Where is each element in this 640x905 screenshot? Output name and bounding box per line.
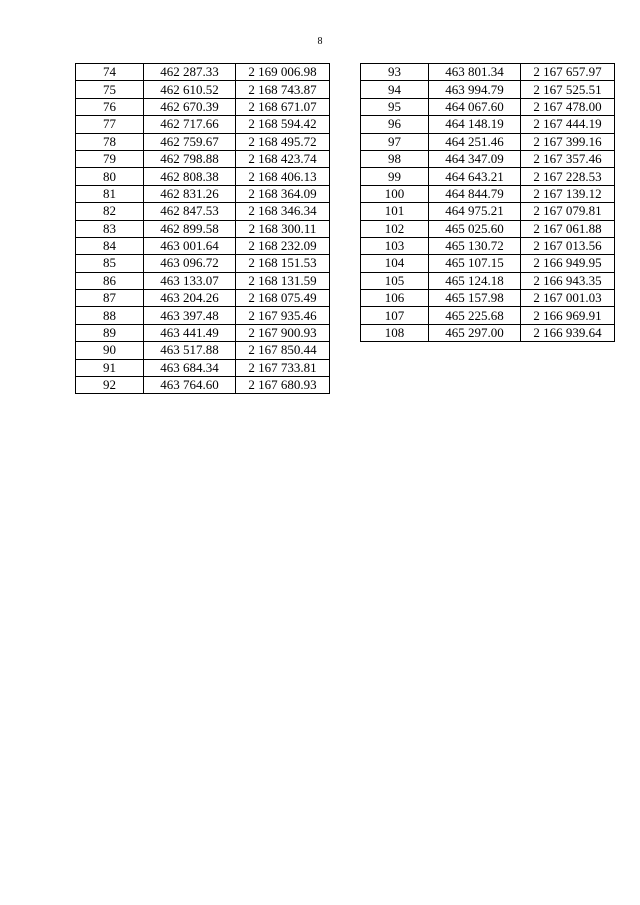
table-row (361, 324, 615, 341)
table-row (361, 185, 615, 202)
table-row (361, 290, 615, 307)
point-number-cell: 86 (76, 272, 144, 289)
x-coordinate-cell: 463 801.34 (429, 64, 521, 81)
point-number-cell: 98 (361, 150, 429, 167)
table-row (76, 342, 330, 359)
coordinates-table-right (360, 63, 615, 342)
x-coordinate-cell: 463 096.72 (144, 255, 236, 272)
y-coordinate-cell: 2 167 680.93 (236, 377, 330, 394)
table-row (76, 185, 330, 202)
x-coordinate-cell: 462 717.66 (144, 116, 236, 133)
y-coordinate-cell: 2 167 444.19 (521, 116, 615, 133)
x-coordinate-cell: 465 124.18 (429, 272, 521, 289)
point-number-cell: 80 (76, 168, 144, 185)
table-row (76, 255, 330, 272)
x-coordinate-cell: 462 831.26 (144, 185, 236, 202)
x-coordinate-cell: 463 994.79 (429, 81, 521, 98)
x-coordinate-cell: 465 225.68 (429, 307, 521, 324)
x-coordinate-cell: 464 347.09 (429, 150, 521, 167)
x-coordinate-cell: 462 610.52 (144, 81, 236, 98)
x-coordinate-cell: 463 001.64 (144, 237, 236, 254)
table-row (361, 64, 615, 81)
point-number-cell: 84 (76, 237, 144, 254)
table-row (361, 116, 615, 133)
x-coordinate-cell: 462 759.67 (144, 133, 236, 150)
y-coordinate-cell: 2 168 671.07 (236, 98, 330, 115)
y-coordinate-cell: 2 167 850.44 (236, 342, 330, 359)
coordinates-table-right-body (361, 64, 615, 342)
table-row (76, 150, 330, 167)
point-number-cell: 90 (76, 342, 144, 359)
point-number-cell: 106 (361, 290, 429, 307)
x-coordinate-cell: 464 975.21 (429, 203, 521, 220)
y-coordinate-cell: 2 167 900.93 (236, 324, 330, 341)
y-coordinate-cell: 2 167 525.51 (521, 81, 615, 98)
point-number-cell: 91 (76, 359, 144, 376)
y-coordinate-cell: 2 167 013.56 (521, 237, 615, 254)
y-coordinate-cell: 2 166 939.64 (521, 324, 615, 341)
table-row (361, 81, 615, 98)
y-coordinate-cell: 2 168 495.72 (236, 133, 330, 150)
x-coordinate-cell: 464 844.79 (429, 185, 521, 202)
table-row (76, 324, 330, 341)
point-number-cell: 100 (361, 185, 429, 202)
y-coordinate-cell: 2 168 364.09 (236, 185, 330, 202)
y-coordinate-cell: 2 167 935.46 (236, 307, 330, 324)
point-number-cell: 82 (76, 203, 144, 220)
y-coordinate-cell: 2 168 346.34 (236, 203, 330, 220)
y-coordinate-cell: 2 168 594.42 (236, 116, 330, 133)
x-coordinate-cell: 462 808.38 (144, 168, 236, 185)
coordinates-table-left (75, 63, 330, 394)
x-coordinate-cell: 463 764.60 (144, 377, 236, 394)
point-number-cell: 83 (76, 220, 144, 237)
point-number-cell: 85 (76, 255, 144, 272)
y-coordinate-cell: 2 167 079.81 (521, 203, 615, 220)
x-coordinate-cell: 463 397.48 (144, 307, 236, 324)
table-row (361, 168, 615, 185)
y-coordinate-cell: 2 167 357.46 (521, 150, 615, 167)
y-coordinate-cell: 2 167 657.97 (521, 64, 615, 81)
x-coordinate-cell: 465 297.00 (429, 324, 521, 341)
table-row (76, 220, 330, 237)
table-row (76, 81, 330, 98)
point-number-cell: 95 (361, 98, 429, 115)
x-coordinate-cell: 465 025.60 (429, 220, 521, 237)
y-coordinate-cell: 2 167 139.12 (521, 185, 615, 202)
table-row (361, 237, 615, 254)
table-row (76, 307, 330, 324)
y-coordinate-cell: 2 168 232.09 (236, 237, 330, 254)
point-number-cell: 101 (361, 203, 429, 220)
table-row (361, 307, 615, 324)
point-number-cell: 79 (76, 150, 144, 167)
point-number-cell: 107 (361, 307, 429, 324)
y-coordinate-cell: 2 168 743.87 (236, 81, 330, 98)
point-number-cell: 105 (361, 272, 429, 289)
point-number-cell: 78 (76, 133, 144, 150)
table-row (361, 255, 615, 272)
y-coordinate-cell: 2 167 399.16 (521, 133, 615, 150)
table-row (76, 377, 330, 394)
point-number-cell: 92 (76, 377, 144, 394)
x-coordinate-cell: 462 798.88 (144, 150, 236, 167)
table-row (361, 220, 615, 237)
point-number-cell: 88 (76, 307, 144, 324)
point-number-cell: 96 (361, 116, 429, 133)
x-coordinate-cell: 462 847.53 (144, 203, 236, 220)
point-number-cell: 74 (76, 64, 144, 81)
y-coordinate-cell: 2 168 423.74 (236, 150, 330, 167)
x-coordinate-cell: 463 441.49 (144, 324, 236, 341)
table-row (76, 98, 330, 115)
table-row (361, 272, 615, 289)
table-row (76, 168, 330, 185)
x-coordinate-cell: 463 684.34 (144, 359, 236, 376)
table-row (76, 359, 330, 376)
y-coordinate-cell: 2 167 228.53 (521, 168, 615, 185)
point-number-cell: 94 (361, 81, 429, 98)
point-number-cell: 89 (76, 324, 144, 341)
table-row (361, 150, 615, 167)
page-number: 8 (317, 36, 323, 47)
point-number-cell: 97 (361, 133, 429, 150)
x-coordinate-cell: 463 133.07 (144, 272, 236, 289)
point-number-cell: 104 (361, 255, 429, 272)
table-row (76, 290, 330, 307)
x-coordinate-cell: 462 670.39 (144, 98, 236, 115)
table-row (361, 203, 615, 220)
y-coordinate-cell: 2 168 075.49 (236, 290, 330, 307)
y-coordinate-cell: 2 166 943.35 (521, 272, 615, 289)
point-number-cell: 103 (361, 237, 429, 254)
x-coordinate-cell: 465 107.15 (429, 255, 521, 272)
table-row (361, 98, 615, 115)
y-coordinate-cell: 2 167 061.88 (521, 220, 615, 237)
y-coordinate-cell: 2 168 406.13 (236, 168, 330, 185)
point-number-cell: 75 (76, 81, 144, 98)
coordinates-table-left-body (76, 64, 330, 394)
table-row (76, 116, 330, 133)
x-coordinate-cell: 462 899.58 (144, 220, 236, 237)
point-number-cell: 77 (76, 116, 144, 133)
x-coordinate-cell: 465 157.98 (429, 290, 521, 307)
point-number-cell: 93 (361, 64, 429, 81)
x-coordinate-cell: 464 251.46 (429, 133, 521, 150)
point-number-cell: 76 (76, 98, 144, 115)
point-number-cell: 81 (76, 185, 144, 202)
y-coordinate-cell: 2 168 131.59 (236, 272, 330, 289)
y-coordinate-cell: 2 168 151.53 (236, 255, 330, 272)
point-number-cell: 99 (361, 168, 429, 185)
x-coordinate-cell: 465 130.72 (429, 237, 521, 254)
x-coordinate-cell: 462 287.33 (144, 64, 236, 81)
y-coordinate-cell: 2 167 001.03 (521, 290, 615, 307)
table-row (361, 133, 615, 150)
table-row (76, 64, 330, 81)
table-row (76, 272, 330, 289)
table-row (76, 237, 330, 254)
table-row (76, 203, 330, 220)
x-coordinate-cell: 463 204.26 (144, 290, 236, 307)
y-coordinate-cell: 2 169 006.98 (236, 64, 330, 81)
y-coordinate-cell: 2 166 969.91 (521, 307, 615, 324)
point-number-cell: 108 (361, 324, 429, 341)
y-coordinate-cell: 2 166 949.95 (521, 255, 615, 272)
x-coordinate-cell: 464 148.19 (429, 116, 521, 133)
y-coordinate-cell: 2 167 733.81 (236, 359, 330, 376)
x-coordinate-cell: 463 517.88 (144, 342, 236, 359)
table-row (76, 133, 330, 150)
y-coordinate-cell: 2 167 478.00 (521, 98, 615, 115)
x-coordinate-cell: 464 067.60 (429, 98, 521, 115)
point-number-cell: 102 (361, 220, 429, 237)
y-coordinate-cell: 2 168 300.11 (236, 220, 330, 237)
x-coordinate-cell: 464 643.21 (429, 168, 521, 185)
point-number-cell: 87 (76, 290, 144, 307)
